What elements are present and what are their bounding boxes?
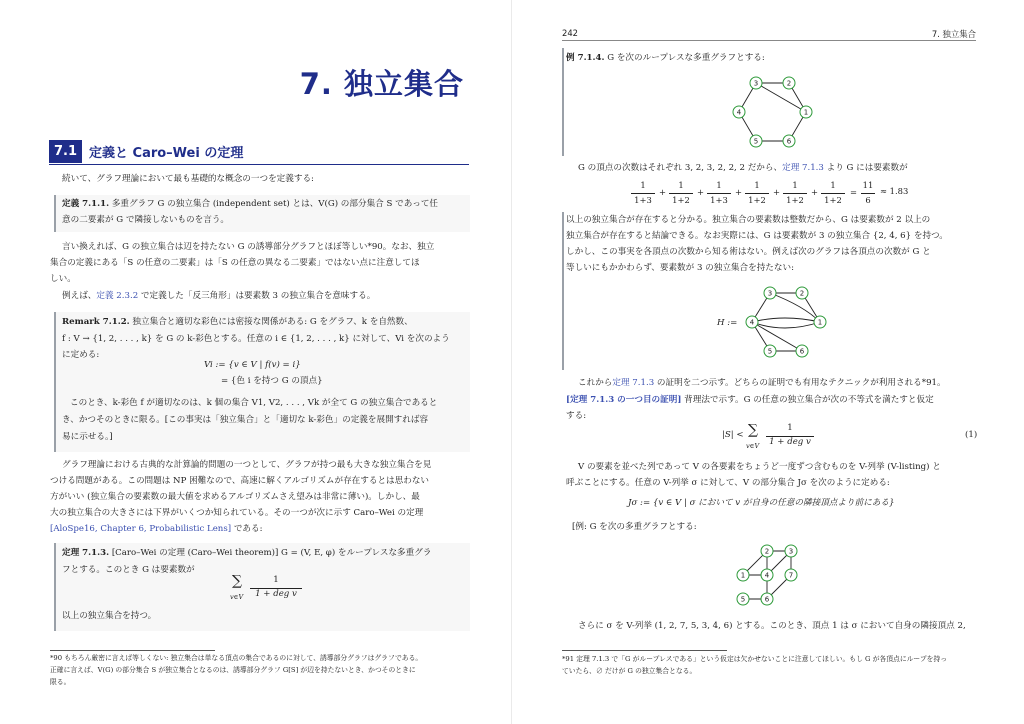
footnote-rule: [50, 650, 215, 651]
g2-label-4: 4: [764, 571, 770, 580]
h-label-4: 4: [749, 318, 755, 327]
running-title: 7. 独立集合: [931, 29, 976, 39]
h-label-1: 1: [817, 318, 823, 327]
para3-line1: グラフ理論における古典的な計算論的問題の一つとして、グラフが持つ最も大きな独立集合を見: [62, 460, 432, 470]
example-bar: [562, 48, 564, 156]
g-label-2: 2: [786, 79, 792, 88]
example-label: 例 7.1.4.: [566, 53, 605, 63]
listing-line1: V の要素を並べた列であって V の各要素をちょうど一度ずつ含むものを V-列挙 (V-listing) と: [578, 462, 941, 472]
ineq-num: 1: [787, 423, 793, 433]
g2-label-5: 5: [740, 595, 746, 604]
alospe16-citation-link[interactable]: [AloSpe16, Chapter 6, Probabilistic Lens]: [50, 524, 232, 534]
section-number: 7.1: [49, 140, 82, 163]
h-label-3: 3: [767, 289, 773, 298]
ineq-sum-symbol: ∑: [748, 422, 758, 438]
proof-line1: [定理 7.1.3 の一つ目の証明] 背理法で示す。G の任意の独立集合が次の不等式を満たすと仮定: [566, 395, 934, 405]
ineq-den: 1 + deg v: [769, 437, 811, 447]
theorem-sum-formula: [232, 573, 312, 609]
inequality-1: [722, 420, 982, 456]
remark-line3: に定める:: [62, 350, 100, 360]
g-label-6: 6: [786, 137, 792, 146]
h-label-2: 2: [799, 289, 805, 298]
intro-text: 続いて、グラフ理論において最も基礎的な概念の一つを定義する:: [62, 174, 314, 184]
para3-line3: 方がいい (独立集合の要素数の最大値を求めるアルゴリズムさえ望みは非常に薄い)。しかし、最: [50, 492, 420, 502]
g2-label-6: 6: [764, 595, 770, 604]
remark-line2: f : V → {1, 2, . . . , k} を G の k-彩色とする。任意の i ∈ {1, 2, . . . , k} に対して、Vi を次のよう: [62, 334, 450, 344]
para-a-line4: 等しいにもかかわらず、要素数が 3 の独立集合を持たない:: [566, 263, 794, 273]
section-heading: [49, 140, 469, 165]
g-label-1: 1: [803, 108, 809, 117]
graph-h: [744, 284, 834, 364]
para1-line3: しい。: [50, 274, 76, 284]
sum-symbol: ∑: [232, 573, 242, 589]
right-page: [512, 0, 1024, 724]
h-label-6: 6: [799, 347, 805, 356]
ineq-tag: (1): [965, 430, 978, 440]
footnote-91-line2: ていたら、∅ だけが G の独立集合となる。: [562, 667, 697, 675]
footnote-90-line3: 限る。: [50, 678, 71, 686]
remark-line4: このとき、k-彩色 f が適切なのは、k 個の集合 V1, V2, . . . , Vk が全て G の独立集合であると: [70, 398, 438, 408]
ineq-left: |S| <: [722, 430, 744, 440]
remark-box: [54, 312, 470, 452]
para-a-line1: 以上の独立集合が存在すると分かる。独立集合の要素数は整数だから、G は要素数が 2 以上の: [566, 215, 931, 225]
sum-subscript: v∈V: [230, 593, 244, 601]
para-a-line3: しかし、この事実を各頂点の次数から知る術はない。例えば次のグラフは各頂点の次数が G と: [566, 247, 931, 257]
thm-7-1-3-link-2[interactable]: 定理 7.1.3: [612, 378, 655, 388]
graph-g2: [734, 542, 804, 610]
proof-line2: する:: [566, 411, 587, 421]
g2-label-3: 3: [788, 547, 794, 556]
definition-text-2: 意の二要素が G で隣接しないものを言う。: [62, 215, 230, 225]
thm-7-1-3-link-1[interactable]: 定理 7.1.3: [782, 163, 824, 173]
chapter-title: 7. 独立集合: [299, 67, 464, 101]
degree-sum-formula: 1 1+3 + 1 1+2 + 1 1+3 + 1 1+2 + 1 1+2 + 1 1+2 = 11 6 ≈ 1.83: [630, 178, 930, 212]
remark-equation-2: = {色 i を持つ G の頂点}: [221, 376, 323, 386]
definition-label: 定義 7.1.1.: [62, 199, 110, 209]
theorem-text-3: 以上の独立集合を持つ。: [62, 611, 157, 621]
para3-line2: つける問題がある。この問題は NP 困難なので、高速に解くアルゴリズムが存在するとは思わない: [50, 476, 430, 486]
graph-h-name: H :=: [717, 318, 738, 328]
g-label-5: 5: [753, 137, 759, 146]
g-label-4: 4: [736, 108, 742, 117]
ineq-sum-sub: v∈V: [746, 442, 760, 450]
def-2-3-2-link[interactable]: 定義 2.3.2: [96, 291, 139, 301]
g2-label-1: 1: [740, 571, 746, 580]
sum-approx: ≈ 1.83: [880, 186, 909, 196]
listing-line2: 呼ぶことにする。任意の V-列挙 σ に対して、V の部分集合 Jσ を次のように定める:: [566, 478, 890, 488]
example-2-heading: [例: G を次の多重グラフとする:: [572, 522, 697, 532]
definition-box: [54, 195, 470, 232]
example-text: G を次のループレスな多重グラフとする:: [607, 53, 765, 63]
remark-line1: 独立集合と適切な彩色には密接な関係がある: G をグラフ、k を自然数、: [132, 317, 413, 327]
para1-line2: 集合の定義にある「S の任意の二要素」は「S の任意の異なる二要素」ではない点に注意してほ: [50, 258, 420, 268]
theorem-box: [54, 543, 470, 631]
fraction-denominator: 1 + deg v: [255, 589, 297, 599]
last-line: さらに σ を V-列挙 (1, 2, 7, 5, 3, 4, 6) とする。このとき、頂点 1 は σ において自身の隣接頂点 2,: [578, 621, 966, 631]
header-rule: [562, 40, 976, 41]
section-title: 定義と Caro–Wei の定理: [89, 146, 244, 161]
remark-label: Remark 7.1.2.: [62, 317, 130, 327]
proof-heading[interactable]: [定理 7.1.3 の一つ目の証明]: [566, 395, 682, 405]
para-a-line2: 独立集合が存在すると結論できる。なお実際には、G は要素数が 3 の独立集合 {2, 4, 6} を持つ。: [566, 231, 948, 241]
remark-line5: き、かつそのときに限る。[この事実は「独立集合」と「適切な k-彩色」の定義を展開すれば容: [62, 415, 429, 425]
page-number: 242: [562, 28, 578, 38]
para1-line1: 言い換えれば、G の独立集合は辺を持たない G の誘導部分グラフとほぼ等しい*90。なお、独立: [62, 242, 435, 252]
remark-equation-1: Vi := {v ∈ V | f(v) = i}: [204, 360, 301, 370]
para3-line4: 大の独立集合の大きさには下界がいくつか知られている。その一つが次に示す Caro–Wei の定理: [50, 508, 424, 518]
example-bar-2: [562, 212, 564, 370]
g2-label-7: 7: [788, 571, 794, 580]
footnote-90-line2: 正確に言えば、V(G) の部分集合 S が独立集合となるのは、誘導部分グラフ G[S] が辺を持たないとき、かつそのときに: [50, 666, 416, 674]
footnote-rule-right: [562, 650, 727, 651]
footnote-90-line1: *90 もちろん厳密に言えば等しくない: 独立集合は単なる頂点の集合であるのに対して、誘導部分グラフはグラフである。: [50, 654, 423, 662]
definition-text-1: 多重グラフ G の独立集合 (independent set) とは、V(G) の部分集合 S であって任: [111, 199, 439, 209]
theorem-text-2: フとする。このとき G は要素数が: [62, 565, 195, 575]
j-sigma-definition: Jσ := {v ∈ V | σ において v が自身の任意の隣接頂点より前にある}: [628, 498, 895, 508]
fraction-numerator: 1: [273, 575, 279, 585]
para3-line5: [AloSpe16, Chapter 6, Probabilistic Lens] である:: [50, 524, 263, 534]
remark-line6: 易に示せる。]: [62, 432, 113, 442]
theorem-text-1: [Caro–Wei の定理 (Caro–Wei theorem)] G = (V, E, φ) をループレスな多重グラ: [111, 548, 432, 558]
degree-text: G の頂点の次数はそれぞれ 3, 2, 3, 2, 2, 2 だから、定理 7.1.3 より G には要素数が: [578, 163, 908, 173]
graph-g: [726, 74, 816, 154]
g-label-3: 3: [753, 79, 759, 88]
footnote-91-line1: *91 定理 7.1.3 で「G がループレスである」という仮定は欠かせないことに注意してほしい。もし G が各頂点にループを持っ: [562, 655, 948, 663]
g2-label-2: 2: [764, 547, 770, 556]
para2: 例えば、定義 2.3.2 で定義した「反三角形」は要素数 3 の独立集合を意味する。: [62, 291, 376, 301]
h-label-5: 5: [767, 347, 773, 356]
theorem-label: 定理 7.1.3.: [62, 548, 110, 558]
para-b: これから定理 7.1.3 の証明を二つ示す。どちらの証明でも有用なテクニックが利用される*91。: [578, 378, 946, 388]
